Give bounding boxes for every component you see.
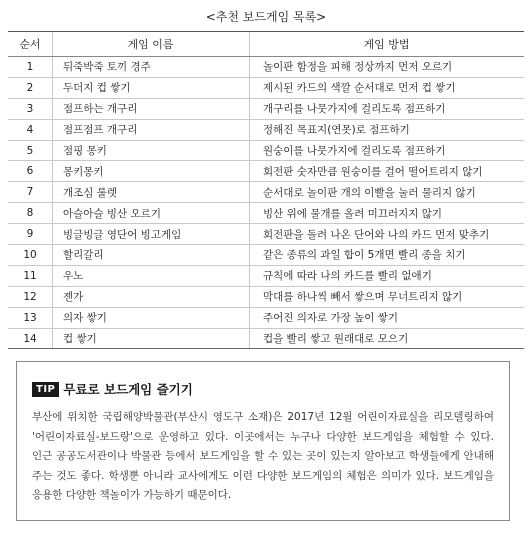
table-row — [8, 182, 524, 203]
table-row — [8, 161, 524, 182]
header-game-method: 게임 방법 — [250, 32, 525, 57]
row-order: 8 — [8, 203, 53, 224]
row-game-method: 개구리를 나뭇가지에 걸리도록 점프하기 — [250, 98, 525, 119]
table-row — [8, 98, 524, 119]
table-row — [8, 245, 524, 266]
row-order: 2 — [8, 77, 53, 98]
row-order: 1 — [8, 57, 53, 78]
row-order: 11 — [8, 265, 53, 286]
row-game-name: 두더지 컵 쌓기 — [53, 77, 250, 98]
tip-title: 무료로 보드게임 즐기기 — [63, 382, 193, 397]
row-order: 3 — [8, 98, 53, 119]
row-game-name: 젠가 — [53, 286, 250, 307]
table-header-row — [8, 32, 524, 57]
tip-badge: TIP — [32, 382, 59, 397]
table-row — [8, 286, 524, 307]
row-order: 5 — [8, 140, 53, 161]
table-row — [8, 328, 524, 349]
tip-header — [32, 380, 193, 398]
row-game-name: 점프점프 개구리 — [53, 119, 250, 140]
page-title: <추천 보드게임 목록> — [205, 10, 327, 24]
row-game-name: 점핑 몽키 — [53, 140, 250, 161]
row-order: 14 — [8, 328, 53, 349]
row-game-method: 회전판을 돌려 나온 단어와 나의 카드 먼저 맞추기 — [250, 224, 525, 245]
table-row — [8, 224, 524, 245]
row-order: 12 — [8, 286, 53, 307]
row-order: 6 — [8, 161, 53, 182]
row-game-name: 할리갈리 — [53, 245, 250, 266]
row-game-name: 점프하는 개구리 — [53, 98, 250, 119]
row-order: 7 — [8, 182, 53, 203]
tip-box — [16, 361, 510, 521]
row-game-method: 원숭이를 나뭇가지에 걸리도록 점프하기 — [250, 140, 525, 161]
row-game-method: 컵을 빨리 쌓고 원래대로 모으기 — [250, 328, 525, 349]
row-game-name: 몽키몽키 — [53, 161, 250, 182]
row-game-method: 막대를 하나씩 빼서 쌓으며 무너트리지 않기 — [250, 286, 525, 307]
row-game-method: 순서대로 놀이판 개의 이빨을 눌러 물리지 않기 — [250, 182, 525, 203]
board-game-table — [8, 31, 524, 349]
table-row — [8, 119, 524, 140]
row-game-name: 컵 쌓기 — [53, 328, 250, 349]
row-game-name: 의자 쌓기 — [53, 307, 250, 328]
table-row — [8, 203, 524, 224]
row-game-method: 규칙에 따라 나의 카드를 빨리 없애기 — [250, 265, 525, 286]
table-row — [8, 57, 524, 78]
row-order: 9 — [8, 224, 53, 245]
row-game-name: 개조심 룰렛 — [53, 182, 250, 203]
row-order: 4 — [8, 119, 53, 140]
row-game-name: 뒤죽박죽 토끼 경주 — [53, 57, 250, 78]
row-game-method: 빙산 위에 물개를 올려 미끄러지지 않기 — [250, 203, 525, 224]
table-row — [8, 265, 524, 286]
row-game-method: 놀이판 함정을 피해 정상까지 먼저 오르기 — [250, 57, 525, 78]
header-game-name: 게임 이름 — [53, 32, 250, 57]
table-row — [8, 77, 524, 98]
tip-body: 부산에 위치한 국립해양박물관(부산시 영도구 소재)은 2017년 12월 어린이자료실을 리모델링하여 '어린이자료실-보드랑'으로 운영하고 있다. 이곳에서는 누구나 다양한 보드게임을 체험할 수 있다. 인근 공공도서관이나 박물관 등에서 보드게임을 할 수 있는 곳이 있는지 알아보고 학생들에게 안내해 주는 것도 좋다. 학생뿐 아니라 교사에게도 이런 다양한 보드게임의 체험은 의미가 있다. 보드게임을 응용한 다양한 책놀이가 가능하기 때문이다. — [32, 411, 494, 501]
header-order: 순서 — [8, 32, 53, 57]
row-game-name: 아슬아슬 빙산 오르기 — [53, 203, 250, 224]
row-game-method: 정해진 목표지(연못)로 점프하기 — [250, 119, 525, 140]
table-row — [8, 307, 524, 328]
row-game-method: 같은 종류의 과일 합이 5개면 빨리 종을 치기 — [250, 245, 525, 266]
row-order: 10 — [8, 245, 53, 266]
row-game-name: 빙글빙글 영단어 빙고게임 — [53, 224, 250, 245]
row-order: 13 — [8, 307, 53, 328]
row-game-method: 제시된 카드의 색깔 순서대로 먼저 컵 쌓기 — [250, 77, 525, 98]
row-game-method: 주어진 의자로 가장 높이 쌓기 — [250, 307, 525, 328]
row-game-method: 회전판 숫자만큼 원숭이를 걸어 떨어트리지 않기 — [250, 161, 525, 182]
row-game-name: 우노 — [53, 265, 250, 286]
table-row — [8, 140, 524, 161]
